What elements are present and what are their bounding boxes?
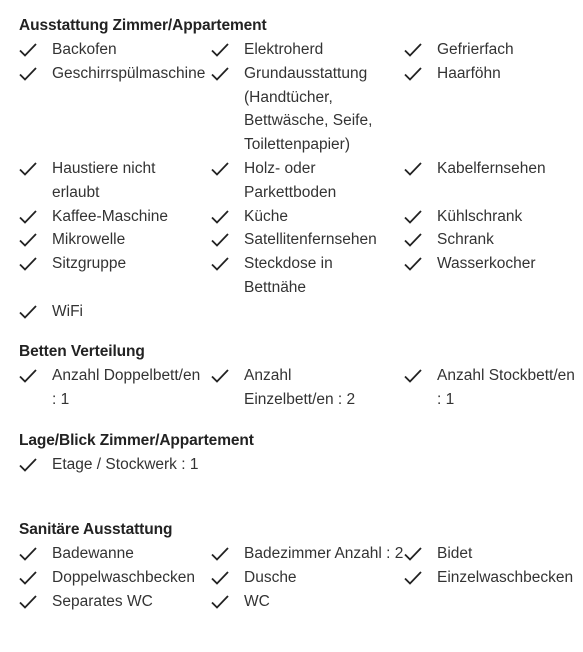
amenity-item [404, 252, 583, 300]
check-icon [211, 368, 229, 384]
amenity-label: Badewanne [52, 545, 134, 562]
check-icon [211, 594, 229, 610]
check-icon [19, 594, 37, 610]
amenity-item [19, 62, 211, 157]
check-icon [19, 42, 37, 58]
amenity-label: Satellitenfernsehen [244, 231, 377, 249]
amenity-label: Schrank [437, 231, 494, 249]
check-icon [19, 304, 37, 320]
amenity-label: Haarföhn [437, 64, 501, 82]
amenity-label: Anzahl Doppelbett/en : 1 [52, 367, 201, 408]
amenity-item [19, 205, 211, 229]
amenity-label: Steckdose in Bettnähe [244, 255, 333, 296]
amenity-label: Küche [244, 207, 288, 225]
amenity-label: Backofen [52, 41, 117, 58]
amenity-label: Dusche [244, 568, 297, 586]
amenity-item [211, 542, 404, 566]
amenity-label: Einzelwaschbecken [437, 568, 574, 586]
amenity-item [211, 252, 404, 300]
check-icon [404, 546, 422, 562]
amenity-item [19, 157, 211, 205]
check-icon [404, 256, 422, 272]
amenity-item [404, 228, 583, 252]
amenity-item [19, 38, 211, 62]
check-icon [211, 570, 229, 586]
section-title: Betten Verteilung [19, 343, 145, 360]
amenity-label: Bidet [437, 545, 473, 562]
section-title: Sanitäre Ausstattung [19, 521, 173, 538]
check-icon [404, 209, 422, 225]
amenity-label: Doppelwaschbecken [52, 568, 196, 586]
check-icon [404, 66, 422, 82]
amenity-label: Elektroherd [244, 41, 324, 58]
check-icon [404, 161, 422, 177]
check-icon [211, 161, 229, 177]
check-icon [19, 546, 37, 562]
amenity-label: Haustiere nicht erlaubt [52, 159, 156, 201]
amenity-item [19, 300, 211, 324]
section-room-location [19, 431, 583, 477]
check-icon [404, 570, 422, 586]
check-icon [211, 232, 229, 248]
check-icon [211, 256, 229, 272]
amenity-grid [19, 364, 583, 412]
check-icon [19, 66, 37, 82]
section-title: Lage/Blick Zimmer/Appartement [19, 432, 254, 449]
amenity-item [211, 157, 404, 205]
amenity-item [211, 364, 404, 412]
amenity-item [19, 228, 211, 252]
check-icon [19, 368, 37, 384]
amenity-label: WC [244, 592, 270, 610]
amenity-label: Badezimmer Anzahl : 2 [244, 545, 404, 562]
amenity-item [19, 566, 211, 590]
amenity-item [211, 566, 404, 590]
amenity-item [19, 542, 211, 566]
check-icon [19, 256, 37, 272]
check-icon [404, 42, 422, 58]
section-title: Ausstattung Zimmer/Appartement [19, 17, 267, 34]
check-icon [19, 209, 37, 225]
amenity-item [404, 205, 583, 229]
amenity-item [404, 38, 583, 62]
amenity-label: Anzahl Stockbett/en : 1 [437, 367, 575, 408]
check-icon [211, 546, 229, 562]
amenity-item [19, 590, 211, 614]
check-icon [211, 66, 229, 82]
amenity-item [19, 364, 211, 412]
amenity-item [211, 228, 404, 252]
section-sanitary [19, 520, 583, 613]
amenity-grid [19, 38, 583, 324]
amenity-label: Holz- oder Parkettboden [244, 159, 337, 201]
amenity-item [19, 453, 211, 477]
check-icon [19, 457, 37, 473]
check-icon [404, 368, 422, 384]
amenity-item [211, 62, 404, 157]
amenity-label: Kühlschrank [437, 207, 523, 225]
amenity-label: Geschirrspülmaschine [52, 64, 206, 82]
amenity-label: Separates WC [52, 592, 153, 610]
check-icon [19, 232, 37, 248]
amenity-item [211, 38, 404, 62]
amenity-label: Grundausstattung (Handtücher, Bettwäsche, Seife, Toilettenpapier) [244, 64, 373, 154]
amenity-item [404, 566, 583, 590]
amenity-label: Kabelfernsehen [437, 159, 546, 177]
amenity-label: Anzahl Einzelbett/en : 2 [244, 367, 356, 408]
amenity-grid [19, 453, 583, 477]
check-icon [19, 570, 37, 586]
amenity-item [404, 157, 583, 205]
amenity-label: WiFi [52, 302, 83, 320]
amenity-label: Mikrowelle [52, 231, 126, 249]
check-icon [211, 42, 229, 58]
amenity-label: Kaffee-Maschine [52, 207, 169, 225]
section-room-equipment [19, 16, 583, 324]
check-icon [404, 232, 422, 248]
amenity-label: Gefrierfach [437, 41, 514, 58]
section-bed-distribution [19, 342, 583, 412]
amenity-label: Sitzgruppe [52, 255, 127, 273]
amenity-item [19, 252, 211, 300]
amenity-label: Wasserkocher [437, 255, 536, 273]
amenity-item [404, 364, 583, 412]
amenity-label: Etage / Stockwerk : 1 [52, 456, 199, 473]
amenity-item [404, 542, 583, 566]
amenity-item [404, 62, 583, 157]
amenity-item [211, 205, 404, 229]
amenity-grid [19, 542, 583, 613]
amenity-item [211, 590, 404, 614]
check-icon [19, 161, 37, 177]
check-icon [211, 209, 229, 225]
